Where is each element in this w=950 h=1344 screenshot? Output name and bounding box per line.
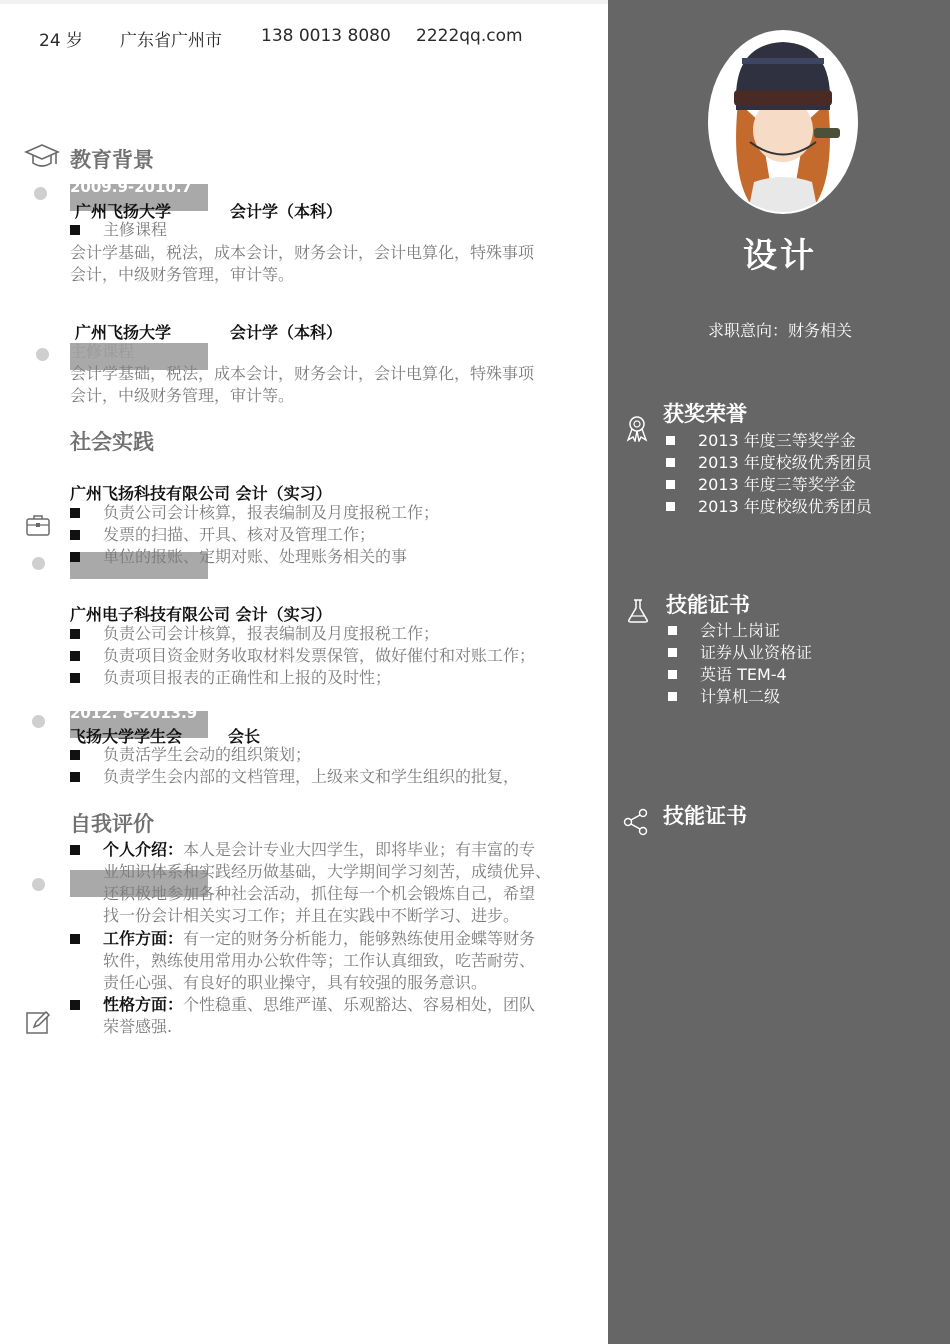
- self-eval-title: 自我评价: [70, 812, 154, 836]
- avatar: [708, 30, 858, 214]
- course-label: 主修课程: [70, 342, 135, 361]
- contact-age: 24 岁: [39, 31, 84, 51]
- contact-location: 广东省广州市: [120, 31, 222, 51]
- self-eval-line: 责任心强、有良好的职业操守，具有较强的服务意识。: [103, 973, 488, 992]
- education-desc: 会计学基础，税法，成本会计，财务会计，会计电算化，特殊事项: [70, 243, 535, 262]
- education-major: 会计学（本科）: [230, 323, 343, 342]
- education-title: 教育背景: [70, 148, 154, 172]
- timeline-dot: [36, 348, 49, 361]
- timeline-dot: [32, 878, 45, 891]
- profile-name: 设计: [743, 236, 817, 276]
- education-school: 广州飞扬大学: [75, 323, 172, 342]
- flask-icon: [626, 598, 650, 624]
- practice-head: 广州飞扬科技有限公司 会计（实习）: [70, 484, 332, 503]
- avatar-illustration: [710, 32, 856, 212]
- top-divider: [0, 0, 608, 4]
- practice-head: 广州电子科技有限公司 会计（实习）: [70, 605, 332, 624]
- timeline-dot: [32, 557, 45, 570]
- job-intent: 求职意向：财务相关: [707, 321, 852, 340]
- awards-title: 获奖荣誉: [663, 402, 747, 426]
- education-desc: 会计，中级财务管理，审计等。: [70, 265, 295, 284]
- self-eval-line: 还积极地参加各种社会活动，抓住每一个机会锻炼自己，希望: [103, 884, 536, 903]
- skills2-title: 技能证书: [663, 804, 747, 828]
- briefcase-icon: [25, 512, 51, 538]
- graduation-cap-icon: [24, 142, 60, 174]
- practice-title: 社会实践: [70, 430, 154, 454]
- education-desc: 会计，中级财务管理，审计等。: [70, 386, 295, 405]
- self-eval-line: 软件，熟练使用常用办公软件等；工作认真细致，吃苦耐劳、: [103, 951, 536, 970]
- education-desc: 会计学基础，税法，成本会计，财务会计，会计电算化，特殊事项: [70, 364, 535, 383]
- timeline-dot: [34, 187, 47, 200]
- contact-phone: 138 0013 8080: [261, 26, 391, 46]
- education-date: 2009.9-2010.7: [70, 178, 192, 196]
- practice-org: 飞扬大学学生会: [70, 727, 183, 746]
- self-eval-line: 找一份会计相关实习工作；并且在实践中不断学习、进步。: [103, 906, 520, 925]
- education-school: 广州飞扬大学: [75, 202, 172, 221]
- contact-email: 2222qq.com: [416, 26, 523, 46]
- self-eval-line: 荣誉感强.: [103, 1017, 173, 1036]
- award-ribbon-icon: [624, 414, 650, 442]
- education-major: 会计学（本科）: [230, 202, 343, 221]
- practice-date: 2012. 8-2013.9: [70, 704, 198, 722]
- skills-title: 技能证书: [666, 593, 750, 617]
- self-eval-line: 业知识体系和实践经历做基础，大学期间学习刻苦，成绩优异、: [103, 862, 552, 881]
- practice-role: 会长: [228, 727, 261, 746]
- share-icon: [622, 808, 650, 836]
- edit-icon: [25, 1009, 52, 1036]
- timeline-dot: [32, 715, 45, 728]
